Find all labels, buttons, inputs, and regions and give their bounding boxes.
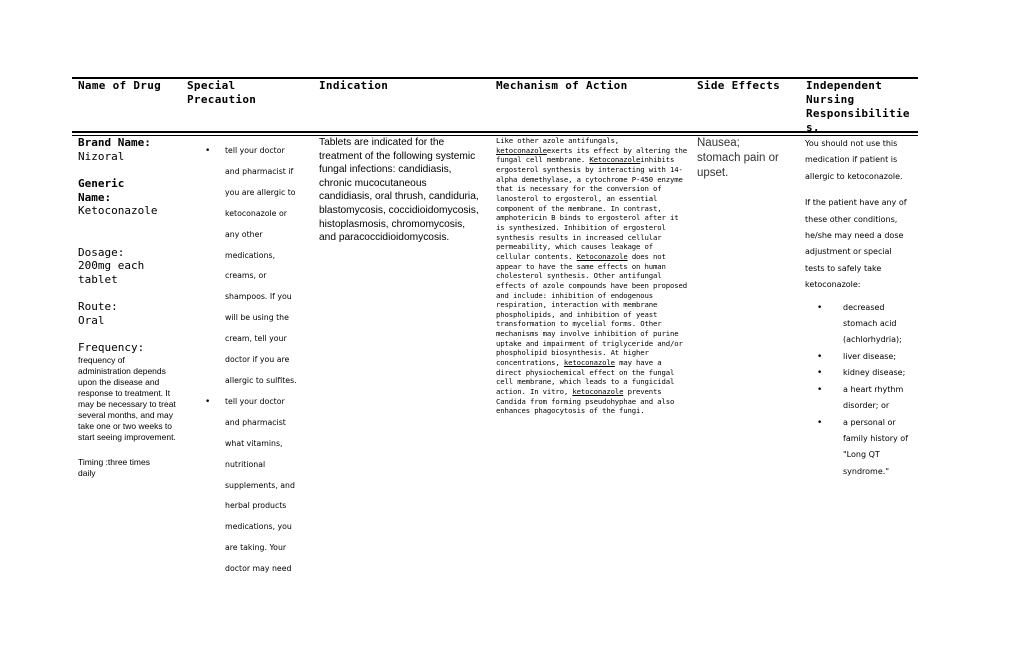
indication-text: Tablets are indicated for the treatment of the following systemic fungal infections: candidiasis, chronic mucocutaneous candidiasis, oral thrush, candiduria, blastomycosis, coccidioidomycosis, histoplasmosis, chromomycosis, and paracoccidioidomycosis. [319, 137, 479, 244]
precaution-line: tell your doctor [225, 396, 285, 406]
condition-text: liver disease; [843, 351, 897, 361]
mechanism-part: may have a direct physiochemical effect on the fungal cell membrane, which leads to a fungicidal action. In vitro, [496, 358, 675, 397]
list-item [205, 392, 315, 580]
mechanism-part: prevents Candida from forming pseudohyphae and also enhances phagocytosis of the fungi. [496, 387, 675, 416]
list-item [817, 415, 913, 481]
list-item [817, 382, 913, 415]
drug-link[interactable]: ketoconazole [572, 387, 624, 397]
precaution-line: doctor if you are [225, 355, 290, 365]
mechanism-part: exerts its effect by altering the fungal cell membrane. [496, 145, 687, 165]
precaution-line: medications, [225, 250, 276, 260]
mechanism-part: Like other azole antifungals, [496, 136, 620, 145]
frequency-value: frequency of administration depends upon the disease and response to treatment. It may be necessary to treat several months, and may take one or two weeks to start seeing improvement. [78, 354, 176, 442]
precaution-line: creams, or [225, 271, 267, 281]
drug-column [78, 136, 178, 479]
bullet-icon: • [817, 302, 823, 313]
precaution-line: tell your doctor [225, 146, 285, 155]
condition-text: a heart rhythm disorder; or [843, 384, 904, 411]
dosage-value: 200mg each tablet [78, 259, 145, 286]
header-precaution: Special Precaution [187, 79, 257, 106]
precaution-line: are taking. Your [225, 543, 287, 553]
route-value: Oral [78, 313, 105, 327]
precaution-line: and pharmacist [225, 417, 286, 427]
precaution-line: cream, tell your [225, 334, 287, 344]
mechanism-part: does not appear to have the same effects on human cholesterol synthesis. Other antifungal effects of azole compounds have been proposed and include: inhibition of endogenous respiration, interaction with membrane phospholipids, and inhibition of yeast transformation to mycelial forms. Other mechanisms may involve inhibition of purine uptake and impairment of triglyceride and/or phospholipid biosynthesis. At higher concentrations, [496, 251, 687, 368]
header-indication: Indication [319, 79, 389, 92]
header-bottom-rule [72, 131, 918, 133]
precaution-line: any other [225, 229, 263, 239]
mechanism-text [496, 136, 688, 416]
bullet-icon: • [817, 417, 823, 428]
precaution-line: herbal products [225, 501, 287, 511]
condition-text: decreased stomach acid (achlorhydria); [843, 302, 902, 345]
nursing-paragraph: If the patient have any of these other conditions, he/she may need a dose adjustment or special tests to safely take ketoconazole: [805, 198, 907, 290]
precaution-column [205, 141, 315, 580]
list-item [817, 349, 913, 365]
bullet-icon: • [205, 146, 211, 156]
bullet-icon: • [817, 368, 823, 379]
precaution-line: shampoos. If you [225, 292, 292, 302]
precaution-line: what vitamins, [225, 438, 283, 448]
timing-value: Timing :three times daily [78, 456, 150, 478]
header-nursing: Independent Nursing Responsibilitie s. [806, 79, 910, 134]
precaution-list [205, 141, 315, 580]
dosage-label: Dosage: [78, 245, 125, 259]
side-effects-text: Nausea; stomach pain or upset. [697, 137, 779, 179]
brand-name-value: Nizoral [78, 149, 125, 163]
bullet-icon: • [205, 396, 211, 407]
precaution-line: nutritional [225, 459, 266, 469]
nursing-paragraph: You should not use this medication if patient is allergic to ketoconazole. [805, 139, 903, 181]
mechanism-part: inhibits ergosterol synthesis by interacting with 14-alpha demethylase, a cytochrome P-450 enzyme that is necessary for the conversion of lanosterol to ergosterol, an essential component of the membrane. In contrast, amphotericin B binds to ergosterol after it is synthesized. Inhibition of ergosterol synthesis results in increased cellular permeability, which causes leakage of cellular contents. [496, 155, 683, 261]
list-item [205, 141, 315, 392]
route-label: Route: [78, 300, 118, 313]
precaution-line: supplements, and [225, 480, 295, 490]
bullet-icon: • [817, 384, 823, 395]
header-side-effects: Side Effects [697, 79, 781, 92]
precaution-line: will be using the [225, 313, 289, 323]
precaution-line: you are allergic to [225, 187, 296, 197]
precaution-line: and pharmacist if [225, 166, 294, 176]
header-drug: Name of Drug [78, 79, 162, 92]
frequency-label: Frequency: [78, 341, 145, 354]
drug-link[interactable]: Ketoconazole [589, 155, 641, 165]
generic-name-label: Generic Name: [78, 177, 125, 204]
precaution-line: ketoconazole or [225, 208, 287, 218]
header-mechanism: Mechanism of Action [496, 79, 628, 92]
bullet-icon: • [817, 351, 823, 362]
list-item [817, 300, 913, 349]
list-item [817, 365, 913, 381]
condition-text: kidney disease; [843, 368, 906, 378]
conditions-list [817, 300, 913, 480]
generic-name-value: Ketoconazole [78, 204, 158, 217]
nursing-column [805, 136, 913, 480]
precaution-line: medications, you [225, 522, 292, 532]
precaution-line: doctor may need [225, 564, 292, 574]
drug-link[interactable]: ketoconazole [563, 358, 615, 368]
drug-link[interactable]: ketoconazole [496, 145, 547, 155]
brand-name-label: Brand Name: [78, 136, 151, 149]
precaution-line: allergic to sulfites. [225, 375, 297, 385]
drug-link[interactable]: Ketoconazole [576, 251, 628, 261]
condition-text: a personal or family history of "Long QT syndrome." [843, 417, 909, 476]
